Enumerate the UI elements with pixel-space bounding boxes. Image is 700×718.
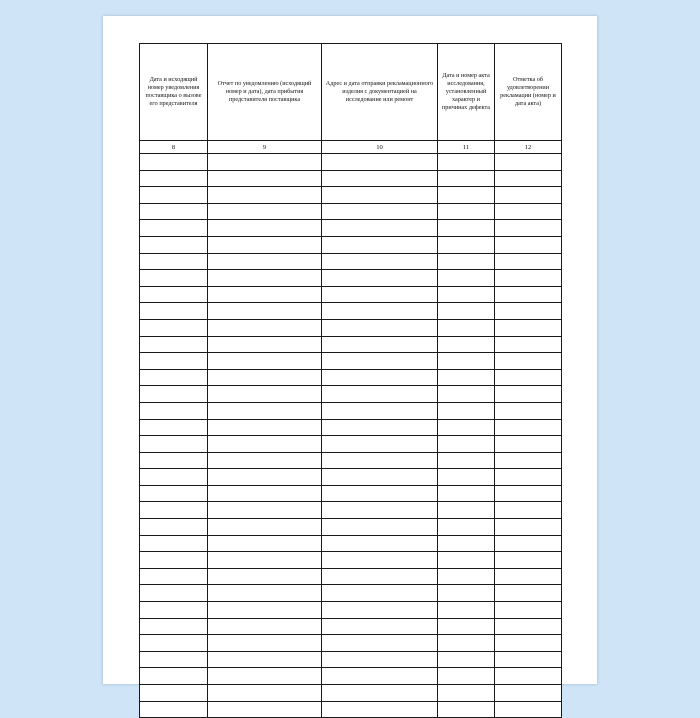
table-cell xyxy=(438,485,495,502)
table-row xyxy=(140,236,562,253)
table-cell xyxy=(495,469,562,486)
table-cell xyxy=(322,154,438,171)
table-cell xyxy=(208,286,322,303)
column-header-12: Отметка об удовлетворении рекламации (номер и дата акта) xyxy=(495,44,562,141)
table-cell xyxy=(208,635,322,652)
table-cell xyxy=(438,154,495,171)
column-header-10: Адрес и дата отправки рекламационного изделия с документацией на исследование или ремонт xyxy=(322,44,438,141)
table-cell xyxy=(495,203,562,220)
table-cell xyxy=(208,685,322,702)
table-cell xyxy=(208,402,322,419)
table-row xyxy=(140,386,562,403)
table-cell xyxy=(438,635,495,652)
table-cell xyxy=(322,436,438,453)
table-row xyxy=(140,519,562,536)
table-cell xyxy=(140,187,208,204)
table-cell xyxy=(495,236,562,253)
table-cell xyxy=(438,469,495,486)
column-number-row xyxy=(140,141,562,154)
table-cell xyxy=(438,203,495,220)
table-row xyxy=(140,170,562,187)
column-header-8: Дата и исходящий номер уведомления поставщика о вызове его представителя xyxy=(140,44,208,141)
table-row xyxy=(140,701,562,718)
table-cell xyxy=(438,585,495,602)
table-cell xyxy=(140,203,208,220)
table-cell xyxy=(438,170,495,187)
table-cell xyxy=(322,618,438,635)
table-row xyxy=(140,353,562,370)
table-cell xyxy=(438,419,495,436)
table-cell xyxy=(140,236,208,253)
table-cell xyxy=(208,270,322,287)
table-cell xyxy=(208,701,322,718)
table-cell xyxy=(140,668,208,685)
table-cell xyxy=(495,220,562,237)
table-cell xyxy=(322,452,438,469)
column-number-11: 11 xyxy=(438,141,495,154)
table-cell xyxy=(438,552,495,569)
table-row xyxy=(140,685,562,702)
table-cell xyxy=(438,303,495,320)
table-cell xyxy=(495,253,562,270)
table-cell xyxy=(322,535,438,552)
table-row xyxy=(140,369,562,386)
table-cell xyxy=(495,485,562,502)
table-cell xyxy=(208,535,322,552)
column-number-9: 9 xyxy=(208,141,322,154)
table-row xyxy=(140,319,562,336)
table-cell xyxy=(495,552,562,569)
table-cell xyxy=(495,270,562,287)
table-cell xyxy=(322,701,438,718)
table-cell xyxy=(438,402,495,419)
table-container xyxy=(139,43,561,665)
column-header-11: Дата и номер акта исследования, установленный характер и причинах дефекта xyxy=(438,44,495,141)
table-cell xyxy=(438,336,495,353)
table-cell xyxy=(208,154,322,171)
column-header-9: Отчет по уведомлению (исходящий номер и дата), дата прибытия представителя поставщика xyxy=(208,44,322,141)
table-cell xyxy=(208,552,322,569)
table-cell xyxy=(208,236,322,253)
table-cell xyxy=(438,651,495,668)
table-cell xyxy=(322,519,438,536)
table-cell xyxy=(208,602,322,619)
table-cell xyxy=(140,568,208,585)
table-row xyxy=(140,303,562,320)
table-row xyxy=(140,552,562,569)
table-cell xyxy=(140,336,208,353)
table-cell xyxy=(438,685,495,702)
table-cell xyxy=(438,618,495,635)
table-cell xyxy=(208,203,322,220)
table-cell xyxy=(322,319,438,336)
table-row xyxy=(140,154,562,171)
table-cell xyxy=(495,618,562,635)
table-cell xyxy=(208,336,322,353)
table-cell xyxy=(495,668,562,685)
column-number-10: 10 xyxy=(322,141,438,154)
table-cell xyxy=(438,519,495,536)
table-cell xyxy=(208,303,322,320)
table-cell xyxy=(208,651,322,668)
table-cell xyxy=(140,286,208,303)
table-row xyxy=(140,187,562,204)
column-number-12: 12 xyxy=(495,141,562,154)
table-cell xyxy=(208,187,322,204)
table-cell xyxy=(208,253,322,270)
table-cell xyxy=(208,452,322,469)
table-row xyxy=(140,568,562,585)
table-cell xyxy=(438,668,495,685)
table-cell xyxy=(495,353,562,370)
table-row xyxy=(140,220,562,237)
table-cell xyxy=(322,685,438,702)
table-cell xyxy=(438,701,495,718)
table-cell xyxy=(322,236,438,253)
table-cell xyxy=(140,452,208,469)
table-cell xyxy=(322,220,438,237)
table-cell xyxy=(495,436,562,453)
table-cell xyxy=(140,618,208,635)
table-cell xyxy=(495,452,562,469)
table-cell xyxy=(208,319,322,336)
table-cell xyxy=(495,651,562,668)
table-cell xyxy=(322,402,438,419)
table-cell xyxy=(140,369,208,386)
table-cell xyxy=(208,386,322,403)
table-cell xyxy=(140,386,208,403)
table-cell xyxy=(438,220,495,237)
table-row xyxy=(140,402,562,419)
table-cell xyxy=(322,568,438,585)
table-cell xyxy=(140,635,208,652)
table-cell xyxy=(140,535,208,552)
reclamation-register-table xyxy=(139,43,562,718)
table-cell xyxy=(438,502,495,519)
table-cell xyxy=(495,685,562,702)
table-cell xyxy=(140,419,208,436)
table-cell xyxy=(322,353,438,370)
document-page xyxy=(103,16,597,684)
table-cell xyxy=(322,419,438,436)
table-body xyxy=(140,154,562,718)
table-cell xyxy=(208,519,322,536)
table-cell xyxy=(495,402,562,419)
table-cell xyxy=(140,253,208,270)
table-cell xyxy=(140,701,208,718)
table-cell xyxy=(322,336,438,353)
table-row xyxy=(140,336,562,353)
table-header-row xyxy=(140,44,562,141)
table-cell xyxy=(322,253,438,270)
table-cell xyxy=(322,485,438,502)
table-cell xyxy=(322,585,438,602)
table-cell xyxy=(495,585,562,602)
table-cell xyxy=(140,436,208,453)
table-cell xyxy=(322,187,438,204)
table-row xyxy=(140,668,562,685)
table-cell xyxy=(322,303,438,320)
table-cell xyxy=(140,685,208,702)
table-cell xyxy=(140,485,208,502)
table-cell xyxy=(140,519,208,536)
table-cell xyxy=(208,353,322,370)
table-cell xyxy=(322,469,438,486)
table-cell xyxy=(322,270,438,287)
table-cell xyxy=(438,236,495,253)
table-cell xyxy=(140,502,208,519)
table-cell xyxy=(495,535,562,552)
table-cell xyxy=(140,469,208,486)
table-cell xyxy=(140,220,208,237)
table-cell xyxy=(322,602,438,619)
table-cell xyxy=(495,701,562,718)
table-cell xyxy=(438,452,495,469)
table-header xyxy=(140,44,562,154)
table-cell xyxy=(322,170,438,187)
table-cell xyxy=(140,402,208,419)
table-cell xyxy=(495,568,562,585)
table-cell xyxy=(322,635,438,652)
table-cell xyxy=(438,353,495,370)
table-cell xyxy=(208,568,322,585)
table-cell xyxy=(495,635,562,652)
table-cell xyxy=(322,651,438,668)
table-cell xyxy=(208,419,322,436)
table-cell xyxy=(140,154,208,171)
table-cell xyxy=(208,585,322,602)
table-cell xyxy=(208,668,322,685)
table-cell xyxy=(438,535,495,552)
table-cell xyxy=(140,303,208,320)
table-cell xyxy=(140,270,208,287)
table-cell xyxy=(438,568,495,585)
table-cell xyxy=(495,419,562,436)
table-cell xyxy=(495,154,562,171)
table-cell xyxy=(495,170,562,187)
table-cell xyxy=(438,270,495,287)
table-cell xyxy=(322,552,438,569)
table-cell xyxy=(140,319,208,336)
table-row xyxy=(140,436,562,453)
table-cell xyxy=(495,286,562,303)
table-row xyxy=(140,452,562,469)
table-cell xyxy=(438,386,495,403)
table-row xyxy=(140,419,562,436)
table-row xyxy=(140,485,562,502)
table-cell xyxy=(322,203,438,220)
table-cell xyxy=(208,485,322,502)
table-cell xyxy=(208,436,322,453)
table-row xyxy=(140,286,562,303)
table-row xyxy=(140,270,562,287)
table-cell xyxy=(495,336,562,353)
table-row xyxy=(140,651,562,668)
table-cell xyxy=(208,502,322,519)
table-row xyxy=(140,585,562,602)
table-cell xyxy=(438,319,495,336)
table-cell xyxy=(438,253,495,270)
table-cell xyxy=(495,602,562,619)
table-row xyxy=(140,469,562,486)
table-cell xyxy=(208,220,322,237)
table-cell xyxy=(208,170,322,187)
table-cell xyxy=(140,170,208,187)
table-cell xyxy=(495,187,562,204)
table-row xyxy=(140,502,562,519)
table-cell xyxy=(140,585,208,602)
table-row xyxy=(140,535,562,552)
table-cell xyxy=(438,369,495,386)
table-row xyxy=(140,618,562,635)
table-cell xyxy=(322,386,438,403)
table-cell xyxy=(438,602,495,619)
table-cell xyxy=(495,502,562,519)
table-cell xyxy=(438,436,495,453)
table-cell xyxy=(140,602,208,619)
table-cell xyxy=(495,386,562,403)
table-cell xyxy=(208,618,322,635)
table-cell xyxy=(495,369,562,386)
table-cell xyxy=(495,303,562,320)
table-cell xyxy=(322,668,438,685)
table-row xyxy=(140,203,562,220)
table-cell xyxy=(322,286,438,303)
table-cell xyxy=(208,469,322,486)
table-row xyxy=(140,253,562,270)
table-cell xyxy=(495,319,562,336)
table-cell xyxy=(140,552,208,569)
table-cell xyxy=(208,369,322,386)
column-number-8: 8 xyxy=(140,141,208,154)
table-cell xyxy=(140,651,208,668)
table-cell xyxy=(322,502,438,519)
table-cell xyxy=(438,286,495,303)
table-row xyxy=(140,602,562,619)
table-cell xyxy=(495,519,562,536)
table-row xyxy=(140,635,562,652)
table-cell xyxy=(438,187,495,204)
table-cell xyxy=(322,369,438,386)
table-cell xyxy=(140,353,208,370)
